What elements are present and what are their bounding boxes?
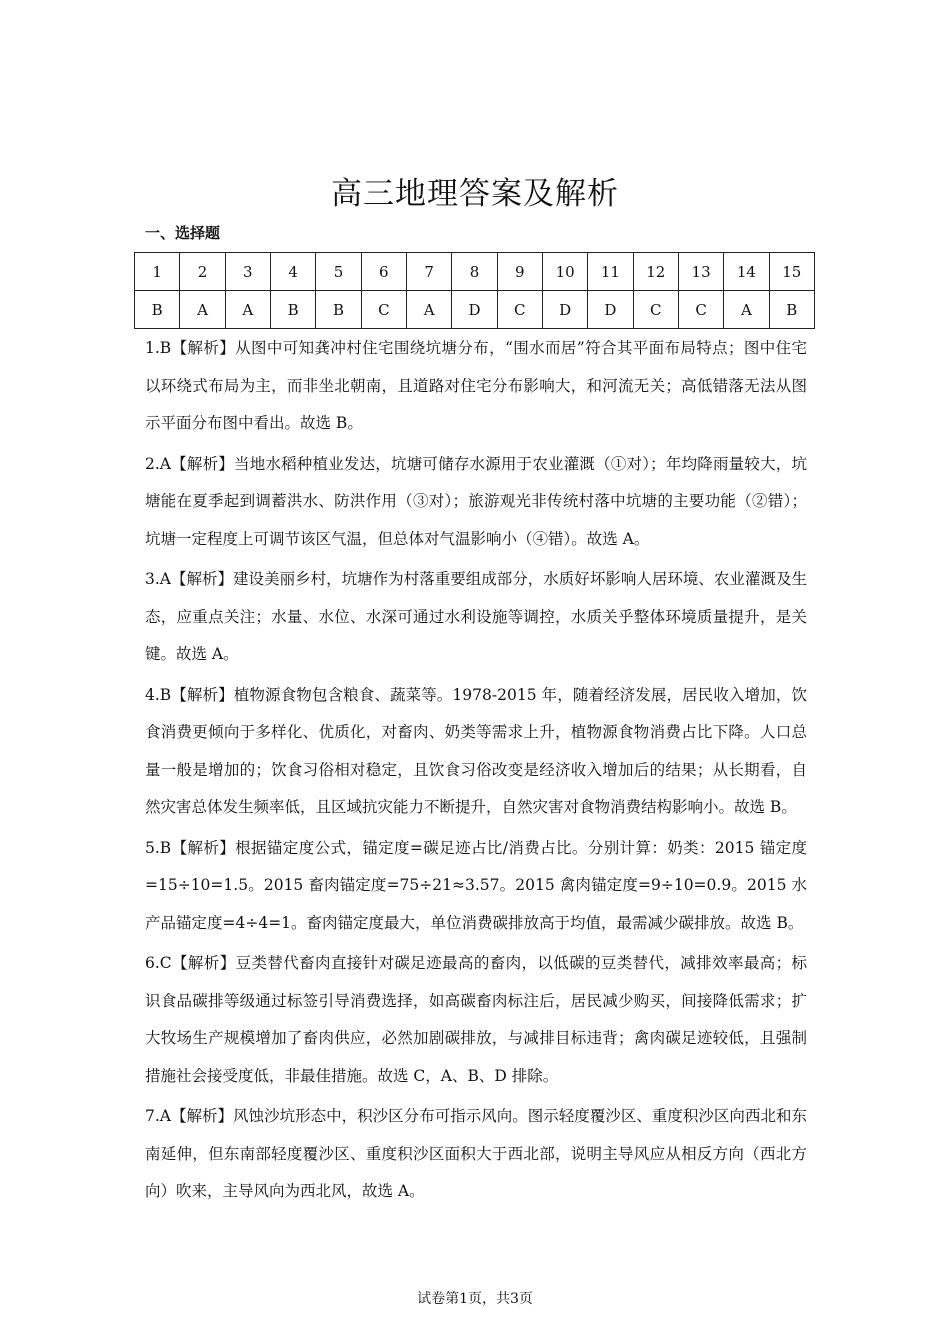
answer-cell: B [270,291,315,329]
answer-cell: D [588,291,633,329]
explanation-text: 根据锚定度公式，锚定度=碳足迹占比/消费占比。分别计算：奶类：2015 锚定度=15÷10=1.5。2015 畜肉锚定度=75÷21≈3.57。2015 禽肉锚定度=9÷10=0.9。2015 水产品锚定度=4÷4=1。畜肉锚定度最大，单位消费碳排放高于均值，最需减少碳排放。故选 B。 [145,838,807,932]
answer-cell: A [406,291,451,329]
explanation-list [145,330,807,1214]
explanation-text: 风蚀沙坑形态中，积沙区分布可指示风向。图示轻度覆沙区、重度积沙区向西北和东南延伸，但东南部轻度覆沙区、重度积沙区面积大于西北部，说明主导风应从相反方向（西北方向）吹来，主导风向为西北风，故选 A。 [145,1107,807,1200]
explanation-7 [145,1098,807,1211]
explanation-text: 豆类替代畜肉直接针对碳足迹最高的畜肉，以低碳的豆类替代，减排效率最高；标识食品碳排等级通过标签引导消费选择，如高碳畜肉标注后，居民减少购买，间接降低需求；扩大牧场生产规模增加了畜肉供应，必然加剧碳排放，与减排目标违背；禽肉碳足迹较低，且强制措施社会接受度低，非最佳措施。故选 C，A、B、D 排除。 [145,954,807,1085]
question-number-cell: 12 [633,253,678,291]
question-number-cell: 13 [678,253,723,291]
explanation-tag: 【解析】 [170,570,234,588]
explanation-number: 2.A [145,454,171,473]
explanation-1 [145,330,807,443]
question-number-cell: 11 [588,253,633,291]
explanation-tag: 【解析】 [171,838,236,857]
question-number-cell: 6 [361,253,406,291]
explanation-6 [145,945,807,1095]
question-number-cell: 5 [316,253,361,291]
explanation-3 [145,561,807,674]
answer-cell: C [497,291,542,329]
explanation-tag: 【解析】 [171,685,234,704]
question-number-cell: 1 [135,253,180,291]
explanation-text: 当地水稻种植业发达，坑塘可储存水源用于农业灌溉（①对）；年均降雨量较大，坑塘能在夏季起到调蓄洪水、防洪作用（③对）；旅游观光非传统村落中坑塘的主要功能（②错）；坑塘一定程度上可调节该区气温，但总体对气温影响小（④错）。故选 A。 [145,454,807,548]
explanation-tag: 【解析】 [171,339,236,357]
question-number-cell: 9 [497,253,542,291]
answer-cell: D [542,291,587,329]
explanation-2 [145,446,807,559]
answer-cell: A [724,291,769,329]
explanation-text: 建设美丽乡村，坑塘作为村落重要组成部分，水质好坏影响人居环境、农业灌溉及生态，应重点关注；水量、水位、水深可通过水利设施等调控，水质关乎整体环境质量提升，是关键。故选 A。 [145,570,807,663]
answer-cell: C [361,291,406,329]
question-number-cell: 15 [769,253,814,291]
question-number-cell: 10 [542,253,587,291]
explanation-number: 5.B [145,838,172,857]
question-number-cell: 3 [225,253,270,291]
answer-cell: C [678,291,723,329]
explanation-tag: 【解析】 [170,454,234,473]
page-title: 高三地理答案及解析 [331,176,619,212]
explanation-number: 3.A [145,570,171,588]
explanation-number: 6.C [145,954,172,972]
question-number-cell: 8 [452,253,497,291]
explanation-number: 1.B [145,339,172,357]
question-number-cell: 7 [406,253,451,291]
answer-table-number-row [135,253,815,291]
answer-cell: B [769,291,814,329]
answer-cell: D [452,291,497,329]
question-number-cell: 14 [724,253,769,291]
explanation-4 [145,677,807,827]
explanation-5 [145,830,807,943]
answer-table-answer-row [135,291,815,329]
answer-cell: A [225,291,270,329]
answer-cell: B [135,291,180,329]
answer-cell: A [180,291,225,329]
question-number-cell: 2 [180,253,225,291]
question-number-cell: 4 [270,253,315,291]
explanation-tag: 【解析】 [171,954,236,972]
section-title: 一、选择题 [145,224,221,242]
answer-table [134,252,815,329]
explanation-number: 7.A [145,1107,171,1125]
page-footer: 试卷第1页，共3页 [417,1291,533,1307]
answer-cell: B [316,291,361,329]
answer-cell: C [633,291,678,329]
explanation-tag: 【解析】 [170,1107,234,1125]
explanation-text: 植物源食物包含粮食、蔬菜等。1978-2015 年，随着经济发展，居民收入增加，饮食消费更倾向于多样化、优质化，对畜肉、奶类等需求上升，植物源食物消费占比下降。人口总量一般是增加的；饮食习俗相对稳定，且饮食习俗改变是经济收入增加后的结果；从长期看，自然灾害总体发生频率低，且区域抗灾能力不断提升，自然灾害对食物消费结构影响小。故选 B。 [145,685,807,816]
explanation-text: 从图中可知龚冲村住宅围绕坑塘分布，“围水而居”符合其平面布局特点；图中住宅以环绕式布局为主，而非坐北朝南，且道路对住宅分布影响大，和河流无关；高低错落无法从图示平面分布图中看出。故选 B。 [145,339,807,432]
explanation-number: 4.B [145,685,172,704]
